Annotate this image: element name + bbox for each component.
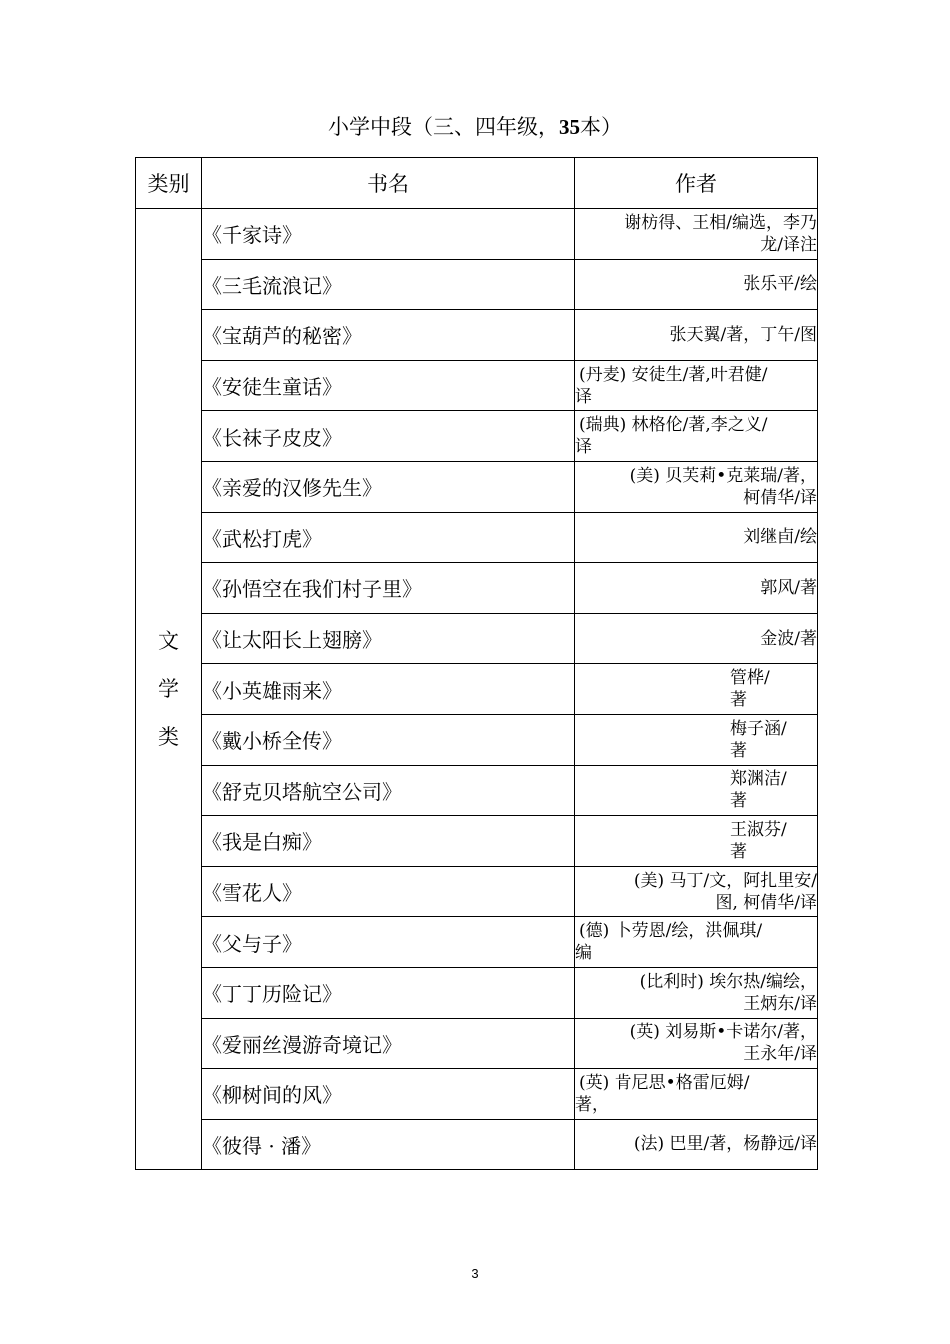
- table-row: [136, 461, 818, 512]
- book-author: [575, 512, 818, 563]
- title-suffix: 本）: [580, 115, 622, 139]
- author-line: (法) 巴里/著，杨静远/译: [633, 1134, 817, 1155]
- table-row: [136, 512, 818, 563]
- book-author: [575, 563, 818, 614]
- book-author: [575, 1069, 818, 1120]
- author-line: 译: [575, 437, 592, 458]
- table-row: [136, 360, 818, 411]
- table-row: [136, 1018, 818, 1069]
- author-line: 编: [575, 943, 592, 964]
- book-list-table: [135, 157, 818, 1170]
- book-author: [575, 967, 818, 1018]
- author-line: 梅子涵/: [730, 718, 787, 739]
- table-row: [136, 1119, 818, 1170]
- book-author: [575, 461, 818, 512]
- table-row: [136, 967, 818, 1018]
- page-title: [0, 112, 950, 142]
- page-number: 3: [471, 1266, 479, 1281]
- author-line: (瑞典) 林格伦/著,李之义/: [579, 415, 768, 436]
- author-line: 郭风/著: [760, 577, 817, 598]
- author-line: 郑渊洁/: [730, 769, 787, 790]
- book-title: 《千家诗》: [202, 209, 575, 260]
- book-title: 《雪花人》: [202, 866, 575, 917]
- book-title: 《彼得 · 潘》: [202, 1119, 575, 1170]
- author-line: 王永年/译: [743, 1044, 817, 1065]
- author-line: 著，: [575, 1094, 609, 1115]
- book-title: 《丁丁历险记》: [202, 967, 575, 1018]
- author-line: 柯倩华/译: [743, 487, 817, 508]
- table-header-row: [136, 158, 818, 209]
- book-title: 《父与子》: [202, 917, 575, 968]
- title-prefix: 小学中段（三、四年级，: [328, 115, 559, 139]
- table-row: [136, 613, 818, 664]
- author-line: 王炳东/译: [743, 993, 817, 1014]
- book-title: 《戴小桥全传》: [202, 714, 575, 765]
- book-author: [575, 816, 818, 867]
- book-title: 《爱丽丝漫游奇境记》: [202, 1018, 575, 1069]
- table-row: [136, 411, 818, 462]
- author-line: 著: [730, 690, 747, 711]
- book-author: [575, 613, 818, 664]
- table-row: [136, 714, 818, 765]
- book-title: 《舒克贝塔航空公司》: [202, 765, 575, 816]
- author-line: (英) 刘易斯•卡诺尔/著，: [629, 1022, 817, 1043]
- book-author: [575, 259, 818, 310]
- book-author: [575, 360, 818, 411]
- book-author: [575, 664, 818, 715]
- table-row: [136, 816, 818, 867]
- category-char: 文: [158, 629, 179, 654]
- author-line: 金波/著: [760, 628, 817, 649]
- table-row: [136, 664, 818, 715]
- author-line: (美) 马丁/文，阿扎里安/: [633, 870, 817, 891]
- author-line: 张乐平/绘: [743, 274, 817, 295]
- header-book-title: 书名: [202, 158, 575, 209]
- category-char: 学: [158, 677, 179, 702]
- book-title: 《我是白痴》: [202, 816, 575, 867]
- book-title: 《安徒生童话》: [202, 360, 575, 411]
- author-line: 龙/译注: [760, 234, 817, 255]
- book-author: [575, 765, 818, 816]
- category-char: 类: [158, 725, 179, 750]
- book-author: [575, 1119, 818, 1170]
- table-row: [136, 209, 818, 260]
- book-author: [575, 917, 818, 968]
- author-line: (德) 卜劳恩/绘，洪佩琪/: [579, 921, 763, 942]
- header-category: 类别: [136, 158, 202, 209]
- book-author: [575, 209, 818, 260]
- author-line: 管桦/: [730, 668, 770, 689]
- author-line: 谢枋得、王相/编选，李乃: [624, 212, 817, 233]
- book-author: [575, 411, 818, 462]
- book-title: 《柳树间的风》: [202, 1069, 575, 1120]
- book-title: 《小英雄雨来》: [202, 664, 575, 715]
- book-title: 《武松打虎》: [202, 512, 575, 563]
- table-row: [136, 563, 818, 614]
- author-line: 王淑芬/: [730, 819, 787, 840]
- table-row: [136, 1069, 818, 1120]
- author-line: 张天翼/著，丁午/图: [669, 324, 817, 345]
- author-line: 著: [730, 740, 747, 761]
- book-author: [575, 866, 818, 917]
- author-line: 译: [575, 386, 592, 407]
- table-row: [136, 765, 818, 816]
- title-count: 35: [559, 115, 580, 139]
- book-title: 《让太阳长上翅膀》: [202, 613, 575, 664]
- author-line: 图, 柯倩华/译: [715, 892, 817, 913]
- table-row: [136, 259, 818, 310]
- author-line: 著: [730, 841, 747, 862]
- author-line: (英) 肯尼思•格雷厄姆/: [579, 1072, 750, 1093]
- book-title: 《三毛流浪记》: [202, 259, 575, 310]
- book-title: 《亲爱的汉修先生》: [202, 461, 575, 512]
- author-line: 著: [730, 791, 747, 812]
- table-row: [136, 310, 818, 361]
- table-row: [136, 866, 818, 917]
- author-line: (比利时) 埃尔热/编绘，: [639, 971, 817, 992]
- author-line: (丹麦) 安徒生/著,叶君健/: [579, 364, 768, 385]
- book-title: 《长袜子皮皮》: [202, 411, 575, 462]
- author-line: 刘继卣/绘: [743, 527, 817, 548]
- table-body: [136, 209, 818, 1170]
- author-line: (美) 贝芙莉•克莱瑞/著，: [629, 465, 817, 486]
- book-author: [575, 310, 818, 361]
- book-author: [575, 714, 818, 765]
- table-row: [136, 917, 818, 968]
- category-cell: [136, 209, 202, 1170]
- book-author: [575, 1018, 818, 1069]
- book-title: 《孙悟空在我们村子里》: [202, 563, 575, 614]
- book-title: 《宝葫芦的秘密》: [202, 310, 575, 361]
- header-author: 作者: [575, 158, 818, 209]
